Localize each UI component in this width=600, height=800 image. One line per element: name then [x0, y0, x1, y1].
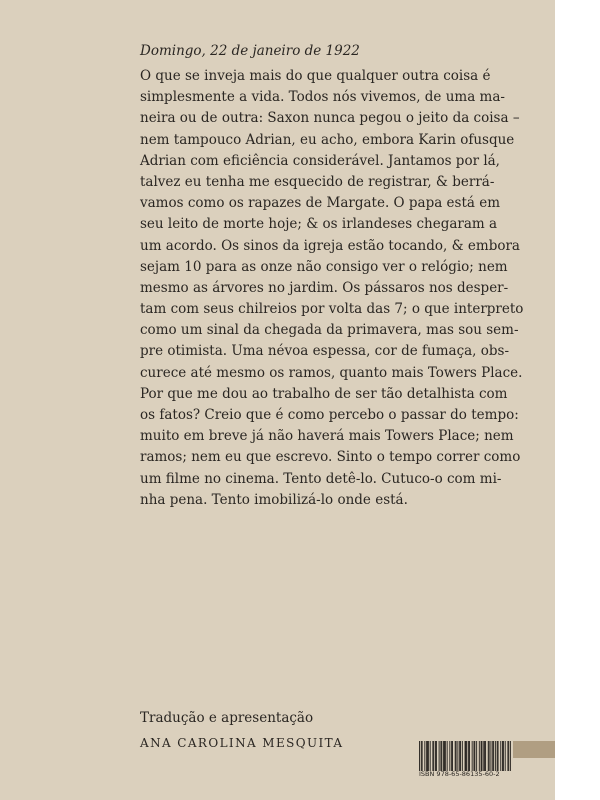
barcode-bar: [421, 741, 422, 771]
barcode-bar: [440, 741, 441, 771]
diary-line: O que se inveja mais do que qualquer outra coisa é: [140, 68, 491, 84]
barcode-bar: [502, 741, 503, 771]
barcode-bar: [456, 741, 457, 771]
barcode-bar: [433, 741, 434, 771]
diary-line: nha pena. Tento imobilizá-lo onde está.: [140, 491, 408, 508]
barcode-bar: [444, 741, 445, 771]
translation-credit-label: Tradução e apresentação: [140, 710, 314, 726]
barcode-bar: [510, 741, 511, 771]
barcode-bar: [430, 741, 431, 771]
diary-line: mesmo as árvores no jardim. Os pássaros nos desper-: [140, 279, 509, 296]
barcode-bar: [441, 741, 442, 771]
barcode-bar: [495, 741, 496, 771]
diary-line: seu leito de morte hoje; & os irlandeses chegaram a: [140, 216, 498, 233]
diary-line: um filme no cinema. Tento detê-lo. Cutuco-o com mi-: [140, 470, 502, 487]
barcode-bar: [472, 741, 473, 771]
diary-line: como um sinal da chegada da primavera, mas sou sem-: [140, 322, 519, 339]
barcode-bar: [447, 741, 448, 771]
barcode-bar: [490, 741, 491, 771]
barcode-bar: [500, 741, 501, 771]
barcode-bar: [497, 741, 498, 771]
diary-line: tam com seus chilreios por volta das 7; o que interpreto: [140, 301, 524, 318]
barcode-bar: [485, 741, 486, 771]
diary-line: simplesmente a vida. Todos nós vivemos, de uma ma-: [140, 89, 505, 106]
barcode-bar: [439, 741, 440, 771]
barcode-bar: [479, 741, 480, 771]
barcode-bar: [469, 741, 470, 771]
barcode-bar: [443, 741, 444, 771]
barcode-bar: [474, 741, 475, 771]
diary-line: Por que me dou ao trabalho de ser tão detalhista com: [140, 385, 508, 402]
barcode-bar: [493, 741, 494, 771]
diary-line: muito em breve já não haverá mais Towers Place; nem: [140, 428, 514, 445]
barcode-bars: [419, 741, 511, 771]
diary-line: curece até mesmo os ramos, quanto mais Towers Place.: [140, 364, 523, 381]
barcode-bar: [424, 741, 425, 771]
barcode-bar: [449, 741, 450, 771]
barcode-bar: [473, 741, 474, 771]
barcode-bar: [476, 741, 477, 771]
diary-entry-text: [140, 66, 524, 511]
barcode-bar: [457, 741, 458, 771]
barcode-bar: [492, 741, 493, 771]
translator-name: ANA CAROLINA MESQUITA: [140, 736, 344, 750]
barcode-bar: [465, 741, 466, 771]
barcode-bar: [468, 741, 469, 771]
barcode-bar: [451, 741, 452, 771]
diary-line: Adrian com eficiência considerável. Jantamos por lá,: [140, 152, 500, 169]
barcode-bar: [435, 741, 436, 771]
diary-line: talvez eu tenha me esquecido de registrar, & berrá-: [140, 173, 495, 190]
barcode-bar: [482, 741, 483, 771]
diary-entry-date: Domingo, 22 de janeiro de 1922: [140, 43, 360, 59]
barcode-bar: [455, 741, 456, 771]
isbn-barcode: [419, 741, 511, 779]
barcode-bar: [505, 741, 506, 771]
diary-line: ramos; nem eu que escrevo. Sinto o tempo correr como: [140, 449, 521, 466]
barcode-bar: [503, 741, 504, 771]
barcode-bar: [452, 741, 453, 771]
barcode-bar: [427, 741, 428, 771]
isbn-number: ISBN 978-65-86135-60-2: [419, 770, 500, 778]
diary-line: os fatos? Creio que é como percebo o passar do tempo:: [140, 407, 519, 423]
barcode-bar: [422, 741, 423, 771]
barcode-bar: [419, 741, 420, 771]
barcode-bar: [465, 741, 466, 771]
diary-line: vamos como os rapazes de Margate. O papa está em: [140, 195, 501, 212]
barcode-bar: [466, 741, 467, 771]
barcode-bar: [508, 741, 509, 771]
barcode-bar: [428, 741, 429, 771]
diary-line: neira ou de outra: Saxon nunca pegou o jeito da coisa –: [140, 110, 520, 127]
barcode-bar: [483, 741, 484, 771]
barcode-bar: [460, 741, 461, 771]
color-strip: [513, 741, 555, 758]
barcode-bar: [432, 741, 433, 771]
diary-line: sejam 10 para as onze não consigo ver o relógio; nem: [140, 258, 508, 275]
barcode-bar: [507, 741, 508, 771]
barcode-bar: [459, 741, 460, 771]
barcode-bar: [484, 741, 485, 771]
barcode-bar: [498, 741, 499, 771]
barcode-bar: [462, 741, 463, 771]
diary-line: nem tampouco Adrian, eu acho, embora Karin ofusque: [140, 131, 515, 148]
barcode-bar: [426, 741, 427, 771]
barcode-bar: [445, 741, 446, 771]
barcode-bar: [436, 741, 437, 771]
diary-line: pre otimista. Uma névoa espessa, cor de fumaça, obs-: [140, 343, 510, 360]
diary-line: um acordo. Os sinos da igreja estão tocando, & embora: [140, 237, 520, 254]
barcode-bar: [481, 741, 482, 771]
barcode-bar: [489, 741, 490, 771]
barcode-bar: [488, 741, 489, 771]
